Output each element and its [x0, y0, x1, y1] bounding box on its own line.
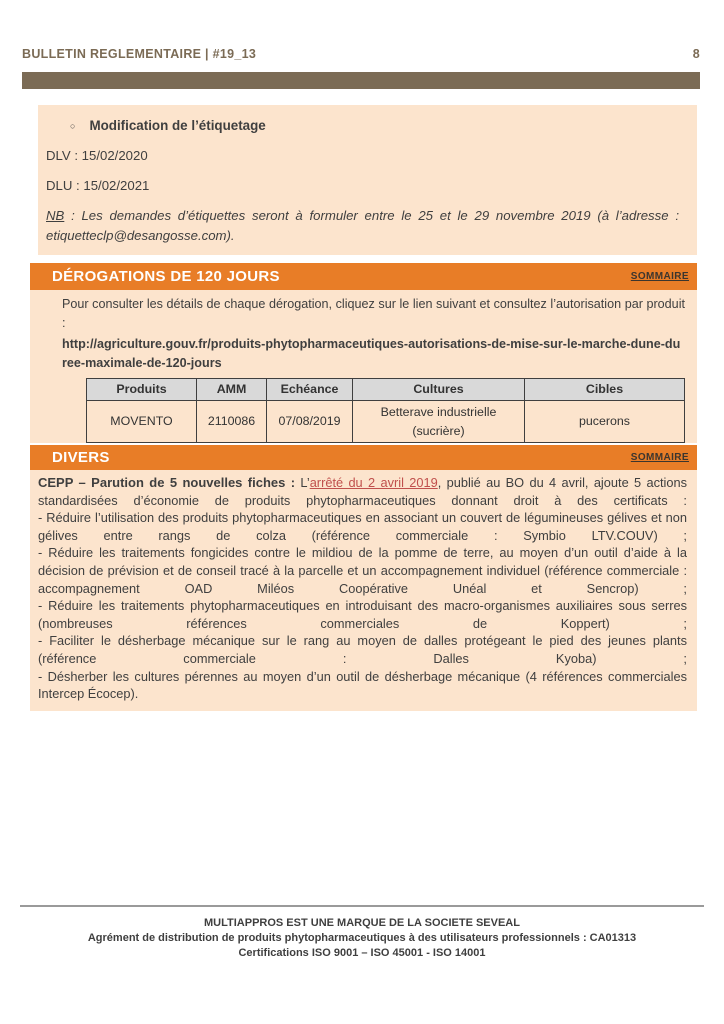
- col-header-echeance: Echéance: [267, 379, 353, 401]
- etiquetage-section: [38, 105, 697, 255]
- divers-title: DIVERS: [52, 449, 110, 466]
- divers-bullet-3: - Réduire les traitements phytopharmaceutiques en introduisant des macro-organismes auxiliaires sous serres (nombreuses références commerciales de Koppert) ;: [38, 598, 687, 631]
- circle-bullet-icon: ○: [70, 121, 76, 131]
- divers-intro-bold: CEPP – Parution de 5 nouvelles fiches :: [38, 475, 296, 490]
- divers-bullet-2: - Réduire les traitements fongicides contre le mildiou de la pomme de terre, au moyen d’un outil d’aide à la décision de prévision et de conseil tracé à la parcelle et un accompagnement individuel (référence commerciale : accompagnement OAD Miléos Coopérative Unéal et Sencrop) ;: [38, 545, 687, 596]
- divers-bullet-5: - Désherber les cultures pérennes au moyen d’un outil de désherbage mécanique (4 références commerciales Intercep Écocep).: [38, 668, 687, 702]
- derogations-url-link[interactable]: http://agriculture.gouv.fr/produits-phytopharmaceutiques-autorisations-de-mise-sur-le-marche-dune-duree-maximale-de-120-jours: [62, 337, 681, 370]
- cell-cibles: pucerons: [525, 401, 685, 443]
- arrete-link[interactable]: arrêté du 2 avril 2019: [309, 475, 438, 490]
- table-header-row: [87, 379, 685, 401]
- col-header-cultures: Cultures: [353, 379, 525, 401]
- dlu-line: DLU : 15/02/2021: [46, 178, 150, 193]
- divers-bullet-4: - Faciliter le désherbage mécanique sur le rang au moyen de dalles protégeant le pied des jeunes plants (référence commerciale : Dalles Kyoba) ;: [38, 633, 687, 666]
- footer-agrement-line: Agrément de distribution de produits phytopharmaceutiques à des utilisateurs professionnels : CA01313: [87, 932, 637, 944]
- cell-amm: 2110086: [197, 401, 267, 443]
- nb-note: [46, 206, 681, 246]
- page-footer: [0, 916, 724, 961]
- sommaire-link-divers[interactable]: SOMMAIRE: [630, 452, 689, 463]
- divers-body: [30, 470, 697, 711]
- cell-cultures: Betterave industrielle (sucrière): [353, 401, 525, 443]
- divers-section-header: [30, 445, 697, 470]
- derogations-title: DÉROGATIONS DE 120 JOURS: [52, 268, 280, 285]
- footer-brand-line: MULTIAPPROS EST UNE MARQUE DE LA SOCIETE SEVEAL: [204, 917, 520, 929]
- dlv-line: DLV : 15/02/2020: [46, 148, 148, 163]
- sommaire-link-derogations[interactable]: SOMMAIRE: [630, 271, 689, 282]
- derogations-table: [86, 378, 685, 443]
- nb-label: NB: [46, 208, 65, 223]
- divers-intro-rest: , publié au BO du 4 avril, ajoute 5 actions standardisées d’économie de produits phytopharmaceutiques donnant droit à des certificats :: [38, 475, 688, 508]
- col-header-produits: Produits: [87, 379, 197, 401]
- footer-certifications-line: Certifications ISO 9001 – ISO 45001 - ISO 14001: [238, 947, 486, 959]
- derogations-intro: Pour consulter les détails de chaque dérogation, cliquez sur le lien suivant et consultez l’autorisation par produit :: [62, 297, 685, 330]
- cell-echeance: 07/08/2019: [267, 401, 353, 443]
- nb-text: : Les demandes d’étiquettes seront à formuler entre le 25 et le 29 novembre 2019 (à l’adresse : etiquetteclp@desangosse.com).: [46, 208, 679, 243]
- divers-intro-prefix: L’: [295, 475, 310, 490]
- derogations-body: [30, 290, 697, 443]
- page-header: [22, 47, 700, 61]
- footer-divider-line: [20, 905, 704, 907]
- page-number: 8: [692, 47, 700, 61]
- cell-produit: MOVENTO: [87, 401, 197, 443]
- bulletin-title: BULLETIN REGLEMENTAIRE | #19_13: [22, 47, 257, 61]
- divers-intro: [38, 474, 687, 509]
- col-header-amm: AMM: [197, 379, 267, 401]
- divers-bullet-1: - Réduire l’utilisation des produits phytopharmaceutiques en associant un couvert de légumineuses gélives et non gélives entre rangs de colza (référence commerciale : Symbio LTV.COUV) ;: [38, 510, 687, 543]
- col-header-cibles: Cibles: [525, 379, 685, 401]
- etiquetage-heading-row: [46, 118, 681, 133]
- etiquetage-heading: Modification de l’étiquetage: [89, 118, 266, 133]
- derogations-section-header: [30, 263, 697, 290]
- header-divider-bar: [22, 72, 700, 89]
- table-row: [87, 401, 685, 443]
